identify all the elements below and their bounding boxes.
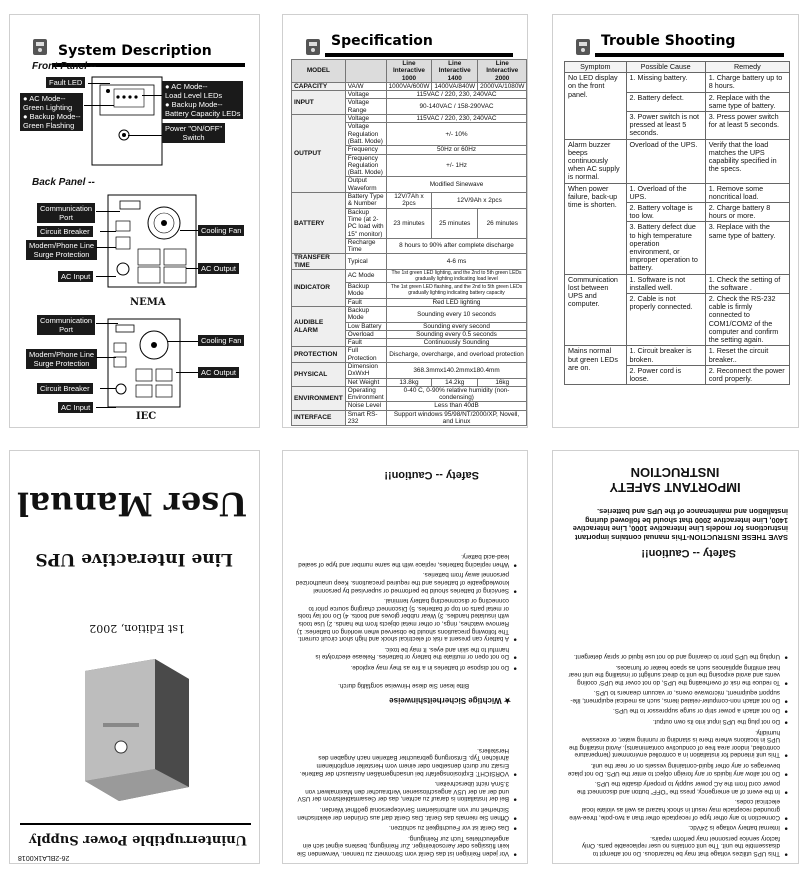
- category-cell: PHYSICAL: [292, 362, 346, 386]
- table-row: [292, 270, 527, 283]
- value-cell: Red LED lighting: [386, 298, 527, 306]
- value-cell: Less than 40dB: [386, 402, 527, 410]
- symptom-cell: Alarm buzzer beeps continuously when AC supply is normal.: [565, 139, 627, 183]
- table-row: [565, 274, 790, 293]
- list-item: ● Do not attach a power strip or surge suppressor to the UPS.: [564, 707, 788, 715]
- safety-caution-heading: Safety -- Caution!!: [641, 547, 736, 559]
- value-cell: 13.8kg: [386, 378, 432, 386]
- value-cell: The 1st green LED lighting, and the 2nd to 5th green LEDs gradually lighting indicating load level: [386, 270, 527, 283]
- param-cell: VA/W: [345, 82, 386, 90]
- value-cell: 14.2kg: [432, 378, 478, 386]
- header-cell: Symptom: [565, 62, 627, 73]
- german-heading-text: Wichtige Sicherheitshinweise: [389, 696, 502, 705]
- value-cell: 115VAC / 220, 230, 240VAC: [386, 115, 527, 123]
- nema-cooling-fan-tag: Cooling Fan: [198, 225, 244, 236]
- value-cell: Support windows 95/98/NT/2000/XP, Novell, and Linux: [386, 410, 527, 426]
- remedy-cell: 2. Charge battery 8 hours or more.: [705, 203, 789, 222]
- value-cell: Sounding every 10 seconds: [386, 306, 527, 322]
- param-cell: Voltage: [345, 115, 386, 123]
- cause-cell: 3. Power switch is not pressed at least 5 seconds.: [626, 112, 705, 140]
- german-rotated-content: [283, 451, 528, 864]
- value-cell: 368.3mmx140.2mmx180.4mm: [386, 362, 527, 378]
- remedy-cell: 3. Replace with the same type of battery.: [705, 222, 789, 274]
- value-cell: 1400VA/840W: [432, 82, 478, 90]
- leader-line: [100, 231, 116, 232]
- list-item: ● Do not open or mutilate the battery or batteries. Release electrolyte is harmful to the skin and eyes. It may be toxic.: [295, 645, 517, 660]
- category-cell: INPUT: [292, 91, 346, 115]
- title-underline: [325, 53, 513, 57]
- list-item: ● Connection to any other type of receptacle other than a two-pole, three-wire grounded receptacle may result in shock hazard as well as violate local electrical codes.: [564, 798, 788, 821]
- value-cell: 1000VA/600W: [386, 82, 432, 90]
- safety-intro: SAVE THESE INSTRUCTION-This manual contains important instructions for models Line Interactive 1000, Line Interactive 1400, Line Interactive 2000 that should be followed during installation and maintenance of the UPS and batteries.: [572, 507, 788, 542]
- iec-cooling-fan-tag: Cooling Fan: [198, 335, 244, 346]
- param-cell: Fault: [345, 298, 386, 306]
- product-code: 26-2BLA1K0018: [18, 854, 70, 861]
- param-cell: Net Weight: [345, 378, 386, 386]
- table-row: [292, 115, 527, 123]
- param-cell: Recharge Time: [345, 238, 386, 254]
- value-cell: 50Hz or 60Hz: [386, 146, 527, 154]
- list-item: ● Do not allow any liquids or any foreign object to enter the UPS. Do not place beverages or any other liquid-containing vessels on or near the unit.: [564, 761, 788, 776]
- category-cell: CAPACITY: [292, 82, 346, 90]
- nema-ac-input-tag: AC Input: [58, 271, 93, 282]
- specification-panel: [282, 14, 528, 428]
- symptom-cell: When power failure, back-up time is shorten.: [565, 183, 627, 274]
- ups-icon: [303, 37, 325, 57]
- specification-table: [291, 59, 527, 426]
- value-cell: 115VAC / 220, 230, 240VAC: [386, 91, 527, 99]
- back-panel-label: Back Panel --: [32, 177, 95, 188]
- value-cell: 23 minutes: [386, 208, 432, 238]
- cause-cell: 2. Power cord is loose.: [626, 365, 705, 384]
- symptom-cell: Mains normal but green LEDs are on.: [565, 346, 627, 385]
- leader-line: [96, 276, 116, 277]
- value-cell: 12V/9Ah x 2pcs: [432, 193, 527, 209]
- param-cell: Voltage Regulation (Batt. Mode): [345, 123, 386, 146]
- cause-cell: 2. Battery voltage is too low.: [626, 203, 705, 222]
- header-cell: Line Interactive 1400: [432, 60, 478, 83]
- table-header-row: [292, 60, 527, 83]
- cause-cell: Overload of the UPS.: [626, 139, 705, 183]
- iec-back-panel-diagram: [106, 317, 182, 409]
- leader-line: [180, 230, 198, 231]
- ups-icon: [30, 37, 52, 57]
- param-cell: Backup Mode: [345, 306, 386, 322]
- leader-line: [168, 341, 198, 342]
- category-cell: INDICATOR: [292, 270, 346, 307]
- leader-line: [96, 211, 120, 212]
- list-item: ● Internal battery voltage is 24Vdc.: [564, 824, 788, 832]
- header-cell: Remedy: [705, 62, 789, 73]
- param-cell: Voltage Range: [345, 99, 386, 115]
- value-cell: 8 hours to 90% after complete discharge: [386, 238, 527, 254]
- remedy-cell: 1. Charge battery up to 8 hours.: [705, 73, 789, 92]
- ac-mode-left-tag: ● AC Mode-- Green Lighting ● Backup Mode-- Green Flashing: [20, 93, 83, 131]
- list-item: ● Servicing of batteries should be performed or supervised by personnel knowledgeable of batteries and the required precautions. Keep unauthorized personnel away from batteries.: [295, 571, 517, 594]
- nema-comm-port-tag: Communication Port: [37, 203, 95, 223]
- iec-ac-output-tag: AC Output: [198, 367, 239, 378]
- symptom-cell: No LED display on the front panel.: [565, 73, 627, 139]
- value-cell: +/- 1Hz: [386, 154, 527, 177]
- value-cell: Discharge, overcharge, and overload protection: [386, 347, 527, 363]
- trouble-shooting-panel: [552, 14, 799, 428]
- german-safety-panel: [282, 450, 528, 864]
- system-description-panel: [9, 14, 260, 428]
- cover-rule: [20, 823, 251, 825]
- param-cell: Frequency: [345, 146, 386, 154]
- list-item: ● Vor jeden Reinigen ist das Gerät vom Stromnetz zu trennen. Verwenden Sie kein flüssiges oder Aerosolreiniger. Zur Reinigung, bestens eignet sich ein angefeuchtetes Tuch zur Reinigung.: [295, 834, 517, 857]
- cause-cell: 1. Missing battery.: [626, 73, 705, 92]
- list-item: ● Do not plug the UPS input into its own output.: [564, 718, 788, 726]
- leader-line: [100, 388, 116, 389]
- iec-modem-tag: Modem/Phone Line Surge Protection: [26, 349, 97, 369]
- nema-ac-output-tag: AC Output: [198, 263, 239, 274]
- remedy-cell: Verify that the load matches the UPS capability specified in the specs.: [705, 139, 789, 183]
- battery-notes: [295, 550, 517, 671]
- nema-modem-tag: Modem/Phone Line Surge Protection: [26, 240, 97, 260]
- table-row: [565, 73, 790, 92]
- cover-rotated-content: [10, 451, 260, 864]
- param-cell: Low Battery: [345, 322, 386, 330]
- nema-back-panel-diagram: [106, 193, 198, 289]
- iec-caption: IEC: [136, 411, 157, 422]
- remedy-cell: 1. Check the setting of the software .: [705, 274, 789, 293]
- leader-line: [128, 135, 162, 136]
- value-cell: 4-6 ms: [386, 254, 527, 270]
- param-cell: Dimension DxWxH: [345, 362, 386, 378]
- leader-line: [176, 372, 198, 373]
- table-row: [292, 410, 527, 426]
- iec-ac-input-tag: AC Input: [58, 402, 93, 413]
- nema-caption: NEMA: [130, 297, 166, 308]
- front-panel-diagram: [88, 75, 168, 170]
- ac-mode-right-tag: ● AC Mode-- Load Level LEDs ● Backup Mode-- Battery Capacity LEDs: [162, 81, 243, 119]
- cause-cell: 1. Software is not installed well.: [626, 274, 705, 293]
- leader-line: [142, 95, 162, 96]
- remedy-cell: 2. Reconnect the power cord properly.: [705, 365, 789, 384]
- category-cell: ENVIRONMENT: [292, 386, 346, 410]
- param-cell: Frequency Regulation (Batt. Mode): [345, 154, 386, 177]
- cause-cell: 2. Cable is not properly connected.: [626, 294, 705, 346]
- list-item: ● Öffnen Sie niemals das Gerät. Das Gerät darf aus Gründen der elektrischen Sicherheit nur von authorisiertem Servicepersonal geöffnet Werden.: [295, 805, 517, 820]
- param-cell: Typical: [345, 254, 386, 270]
- value-cell: 2000VA/1080W: [478, 82, 527, 90]
- list-item: ● Unplug the UPS prior to cleaning and do not use liquid or spray detergent.: [564, 652, 788, 660]
- cause-cell: 2. Battery defect.: [626, 92, 705, 111]
- table-row: [292, 91, 527, 99]
- param-cell: Backup Mode: [345, 283, 386, 299]
- header-cell: [345, 60, 386, 83]
- value-cell: Sounding every 0.5 seconds: [386, 330, 527, 338]
- param-cell: Smart RS-232: [345, 410, 386, 426]
- table-row: [565, 139, 790, 183]
- leader-line: [186, 268, 198, 269]
- table-row: [565, 183, 790, 202]
- param-cell: Overload: [345, 330, 386, 338]
- list-item: ● Bei der Installation is darauf zu achten, das der Gesamtableitstrom der USV und der an der USV angeschlossenen Verbraucher den Maximalwert von 3.5mA nicht überschreiten.: [295, 780, 517, 803]
- list-item: ● In the event of an emergency, press the "OFF" button and disconnect the power cord from the AC power supply to properly disable the UPS.: [564, 780, 788, 795]
- cover-panel: [9, 450, 260, 864]
- category-cell: AUDIBLE ALARM: [292, 306, 346, 346]
- list-item: ● This UPS utilizes voltage that may be hazardous. Do not attempt to disassemble the unit. The unit contains no user replaceable parts. Only factory service personnel may perform repairs.: [564, 834, 788, 857]
- leader-line: [96, 247, 116, 248]
- remedy-cell: 2. Replace with the same type of battery.: [705, 92, 789, 111]
- list-item: ● Das Gerät ist vor Feuchtigkeit zu schützen.: [295, 824, 517, 832]
- value-cell: 0-40 C, 0-90% relative humidity (non-condensing): [386, 386, 527, 402]
- table-row: [292, 347, 527, 363]
- front-panel-label: Front Panel --: [32, 61, 97, 72]
- param-cell: Output Waveform: [345, 177, 386, 193]
- list-item: ● A battery can present a risk of electrical shock and high short circuit current. The following precautions should be observed when working on batteries: 1) Remove watches, rings, or other metal objects from the hands. 2) Use tools with insulated handles. 3) Wear rubber gloves and boots. 4) Do not lay tools or metal parts on top of batteries. 5) Disconnect charging source prior to connecting or disconnecting battery terminal.: [295, 597, 517, 643]
- remedy-cell: 2. Check the RS-232 cable is firmly connected to COM1/COM2 of the computer and confirm the setting again.: [705, 294, 789, 346]
- trouble-shooting-table: [564, 61, 790, 385]
- leader-line: [84, 105, 114, 106]
- ups-product-image: [79, 657, 209, 807]
- value-cell: The 1st green LED flashing, and the 2nd to 5th green LEDs gradually lighting indicating battery capacity: [386, 283, 527, 299]
- table-row: [292, 362, 527, 378]
- remedy-cell: 3. Press power switch for at least 5 seconds.: [705, 112, 789, 140]
- param-cell: Fault: [345, 339, 386, 347]
- list-item: ● Do not attach non-computer-related items, such as medical equipment, life-support equipment, microwave ovens, or vacuum cleaners to UPS.: [564, 689, 788, 704]
- list-item: ● To reduce the risk of overheating the UPS, do not cover the UPS' cooling vents and avoid exposing the unit to direct sunlight or installing the unit near heat emitting appliances such as space heater or furnaces.: [564, 663, 788, 686]
- iec-comm-port-tag: Communication Port: [37, 315, 95, 335]
- table-row: [292, 386, 527, 402]
- value-cell: 12V/7Ah x 2pcs: [386, 193, 432, 209]
- symptom-cell: Communication lost between UPS and computer.: [565, 274, 627, 346]
- param-cell: Operating Environment: [345, 386, 386, 402]
- category-cell: TRANSFER TIME: [292, 254, 346, 270]
- section-title: Trouble Shooting: [601, 33, 736, 49]
- value-cell: 16kg: [478, 378, 527, 386]
- list-item: ● When replacing batteries, replace with the same number and type of sealed lead-acid battery.: [295, 553, 517, 568]
- cover-title: User Manual: [17, 485, 247, 523]
- param-cell: AC Mode: [345, 270, 386, 283]
- value-cell: +/- 10%: [386, 123, 527, 146]
- param-cell: Battery Type & Number: [345, 193, 386, 209]
- remedy-cell: 1. Reset the circuit breaker..: [705, 346, 789, 365]
- value-cell: 26 minutes: [478, 208, 527, 238]
- leader-line: [96, 323, 118, 324]
- section-title: Specification: [331, 33, 433, 49]
- cause-cell: 1. Circuit breaker is broken.: [626, 346, 705, 365]
- cover-subtitle: Line Interactive UPS: [35, 549, 233, 569]
- value-cell: Sounding every second: [386, 322, 527, 330]
- section-title: System Description: [58, 43, 212, 59]
- german-heading: ★ Wichtige Sicherheitshinweise: [389, 696, 511, 705]
- title-underline: [595, 53, 784, 57]
- german-intro: Bitte lesen Sie diese Hinweise sorgfältig durch.: [338, 682, 469, 689]
- list-item: ● This unit intended for installation in a controlled environment (temperature controlled, indoor area free of conductive contaminants). Avoid installing the UPS in locations where there is standing or running water, or excessive humidity.: [564, 728, 788, 758]
- value-cell: Continuously Sounding: [386, 339, 527, 347]
- power-switch-tag: Power "ON/OFF" Switch: [162, 123, 225, 143]
- param-cell: Full Protection: [345, 347, 386, 363]
- leader-line: [88, 83, 110, 84]
- german-instructions: [295, 743, 517, 857]
- category-cell: OUTPUT: [292, 115, 346, 193]
- param-cell: Backup Time (at 2-PC load with 15" monitor): [345, 208, 386, 238]
- leader-line: [96, 407, 116, 408]
- edition-text: 1st Edition, 2002: [89, 622, 185, 635]
- header-cell: Possible Cause: [626, 62, 705, 73]
- table-row: [292, 82, 527, 90]
- header-cell: Line Interactive 1000: [386, 60, 432, 83]
- table-row: [565, 346, 790, 365]
- cause-cell: 3. Battery defect due to high temperature operation environment, or improper operation to battery.: [626, 222, 705, 274]
- safety-items: [564, 649, 788, 857]
- category-cell: BATTERY: [292, 193, 346, 254]
- table-row: [292, 193, 527, 209]
- param-cell: Voltage: [345, 91, 386, 99]
- iec-breaker-tag: Circuit Breaker: [37, 383, 93, 394]
- table-row: [292, 254, 527, 270]
- value-cell: 90-140VAC / 158-290VAC: [386, 99, 527, 115]
- cause-cell: 1. Overload of the UPS.: [626, 183, 705, 202]
- value-cell: Modified Sinewave: [386, 177, 527, 193]
- table-row: [292, 306, 527, 322]
- value-cell: 25 minutes: [432, 208, 478, 238]
- nema-breaker-tag: Circuit Breaker: [37, 226, 93, 237]
- header-cell: Line Interactive 2000: [478, 60, 527, 83]
- safety-rotated-content: [553, 451, 799, 864]
- table-header-row: [565, 62, 790, 73]
- param-cell: Noise Level: [345, 402, 386, 410]
- caution-heading: Safety -- Caution!!: [384, 469, 479, 481]
- remedy-cell: 1. Remove some noncritical load.: [705, 183, 789, 202]
- list-item: ● VORSICHT: Explosionsgefahr bei unsachgemäßen Austausch der Batterie. Ersatz nur durch denselben oder einem vom Hersteller empfohlenem ähnlichen Typ. Entsorgung gebrauchter Batterien nach Angaben des Herstellers.: [295, 746, 517, 776]
- category-cell: PROTECTION: [292, 347, 346, 363]
- important-safety-panel: [552, 450, 799, 864]
- category-cell: INTERFACE: [292, 410, 346, 426]
- ups-heading: Uninterruptible Power Supply: [29, 832, 247, 847]
- header-cell: MODEL: [292, 60, 346, 83]
- leader-line: [96, 357, 116, 358]
- fault-led-tag: Fault LED: [46, 77, 85, 88]
- list-item: ● Do not dispose of batteries in a fire as they may explode.: [295, 663, 517, 671]
- ups-icon: [573, 37, 595, 57]
- safety-heading: IMPORTANT SAFETY INSTRUCTION: [609, 465, 741, 495]
